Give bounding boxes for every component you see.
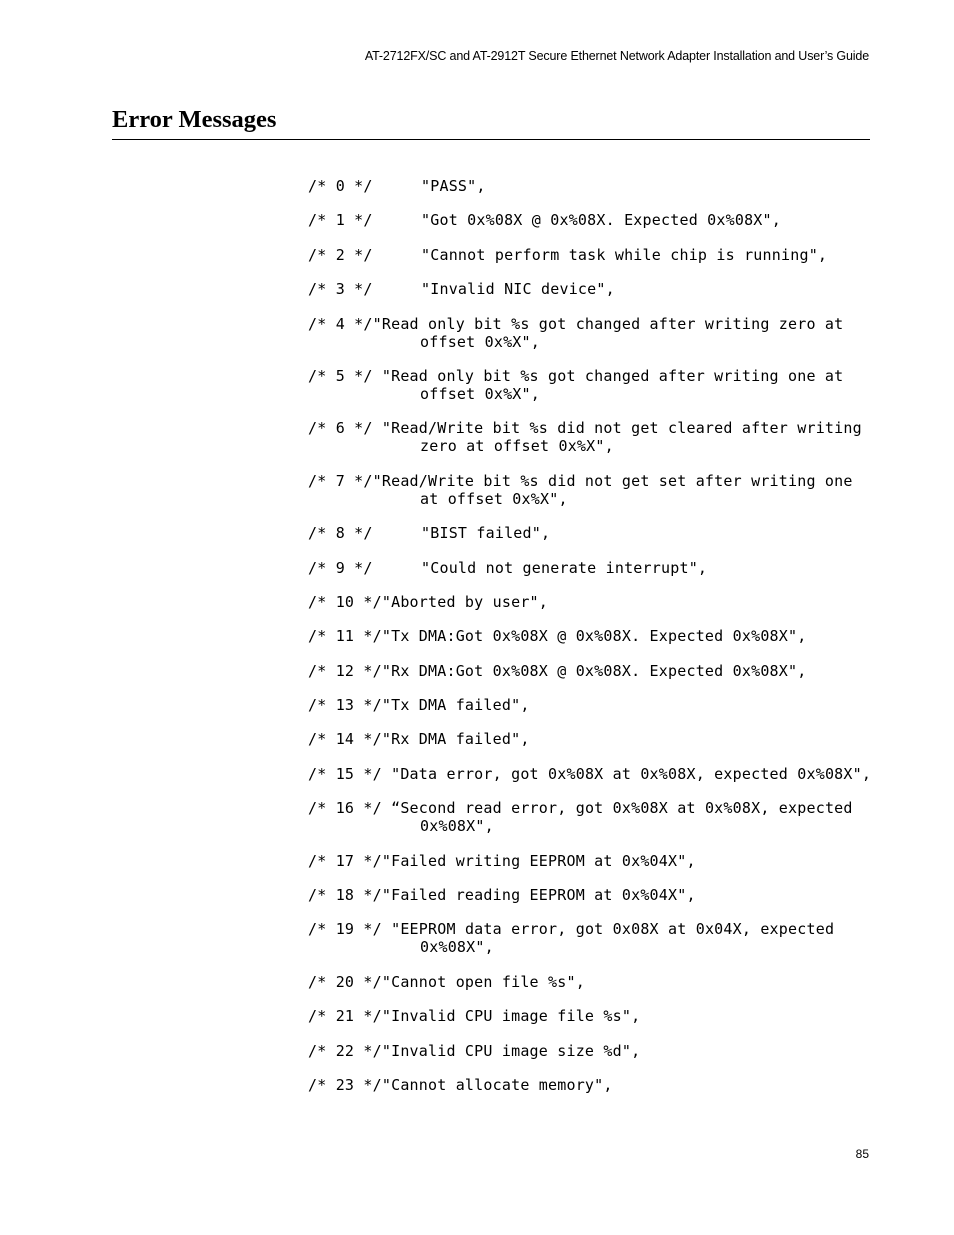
- running-header: AT-2712FX/SC and AT-2912T Secure Ethernet Network Adapter Installation and User’s Guide: [364, 49, 869, 63]
- error-message: "Invalid NIC device",: [421, 280, 615, 299]
- error-entry-20: [308, 973, 878, 991]
- error-entry-5: [308, 367, 878, 403]
- error-code: /* 1 */: [308, 211, 373, 230]
- error-code: /* 9 */: [308, 558, 373, 577]
- error-entry-22: [308, 1042, 878, 1060]
- error-message: "Could not generate interrupt",: [421, 558, 708, 577]
- error-code: /* 22 */: [308, 1041, 382, 1060]
- error-entry-16: [308, 799, 878, 835]
- error-message: "Rx DMA failed",: [381, 730, 530, 749]
- error-code: /* 12 */: [308, 661, 382, 680]
- error-message: "Cannot open file %s",: [381, 972, 585, 991]
- error-code: /* 16 */: [308, 799, 382, 818]
- error-code: /* 10 */: [308, 592, 382, 611]
- error-code: /* 0 */: [308, 177, 373, 195]
- error-entry-3: [308, 280, 878, 298]
- error-message: "Read only bit %s got changed after writing one at offset 0x%X",: [381, 366, 844, 403]
- error-message: "Tx DMA:Got 0x%08X @ 0x%08X. Expected 0x%08X",: [381, 627, 807, 646]
- error-entry-9: [308, 559, 878, 577]
- error-entry-21: [308, 1007, 878, 1025]
- error-code: /* 4 */: [308, 314, 373, 333]
- error-message: “Second read error, got 0x%08X at 0x%08X, expected 0x%08X",: [391, 799, 853, 836]
- error-code: /* 19 */: [308, 920, 382, 939]
- error-code: /* 6 */: [308, 419, 373, 438]
- error-message: "Invalid CPU image file %s",: [381, 1007, 641, 1026]
- error-code: /* 20 */: [308, 972, 382, 991]
- error-code: /* 14 */: [308, 730, 382, 749]
- error-code: /* 2 */: [308, 245, 373, 264]
- section-title: Error Messages: [112, 106, 277, 133]
- error-entry-1: [308, 211, 878, 229]
- error-message: "Cannot allocate memory",: [381, 1075, 613, 1094]
- error-message: "BIST failed",: [421, 524, 551, 543]
- error-entry-13: [308, 696, 878, 714]
- error-entry-6: [308, 419, 878, 455]
- title-divider: [112, 139, 870, 140]
- error-message: "Aborted by user",: [381, 592, 549, 611]
- error-code: /* 3 */: [308, 280, 373, 299]
- error-message: "Read/Write bit %s did not get cleared after writing zero at offset 0x%X",: [381, 419, 862, 456]
- error-entry-14: [308, 730, 878, 748]
- error-message: "Failed writing EEPROM at 0x%04X",: [381, 851, 696, 870]
- error-entry-8: [308, 524, 878, 542]
- error-message: "Got 0x%08X @ 0x%08X. Expected 0x%08X",: [421, 211, 781, 230]
- error-entry-7: [308, 472, 878, 508]
- error-code-list: [308, 177, 878, 1110]
- error-code: /* 8 */: [308, 524, 373, 543]
- error-entry-10: [308, 593, 878, 611]
- error-entry-18: [308, 886, 878, 904]
- error-entry-23: [308, 1076, 878, 1094]
- error-message: "Read only bit %s got changed after writing zero at offset 0x%X",: [372, 314, 844, 351]
- error-message: "Tx DMA failed",: [381, 696, 530, 715]
- error-message: "Cannot perform task while chip is running",: [421, 245, 828, 264]
- error-code: /* 21 */: [308, 1007, 382, 1026]
- error-code: /* 13 */: [308, 696, 382, 715]
- error-message: "Invalid CPU image size %d",: [381, 1041, 641, 1060]
- error-message: "Read/Write bit %s did not get set after writing one at offset 0x%X",: [372, 471, 853, 508]
- error-entry-17: [308, 852, 878, 870]
- error-entry-11: [308, 627, 878, 645]
- error-entry-19: [308, 920, 878, 956]
- error-code: /* 7 */: [308, 471, 373, 490]
- error-entry-15: [308, 765, 878, 783]
- error-message: "PASS",: [421, 177, 486, 195]
- error-code: /* 17 */: [308, 851, 382, 870]
- error-message: "Data error, got 0x%08X at 0x%08X, expected 0x%08X",: [391, 764, 872, 783]
- error-entry-0: [308, 177, 878, 195]
- error-entry-4: [308, 315, 878, 351]
- error-message: "EEPROM data error, got 0x08X at 0x04X, expected 0x%08X",: [391, 920, 835, 957]
- error-code: /* 11 */: [308, 627, 382, 646]
- error-code: /* 5 */: [308, 366, 373, 385]
- error-message: "Rx DMA:Got 0x%08X @ 0x%08X. Expected 0x%08X",: [381, 661, 807, 680]
- error-entry-2: [308, 246, 878, 264]
- error-code: /* 18 */: [308, 886, 382, 905]
- page-number: 85: [855, 1147, 869, 1161]
- error-entry-12: [308, 662, 878, 680]
- error-code: /* 23 */: [308, 1075, 382, 1094]
- error-message: "Failed reading EEPROM at 0x%04X",: [381, 886, 696, 905]
- error-code: /* 15 */: [308, 764, 382, 783]
